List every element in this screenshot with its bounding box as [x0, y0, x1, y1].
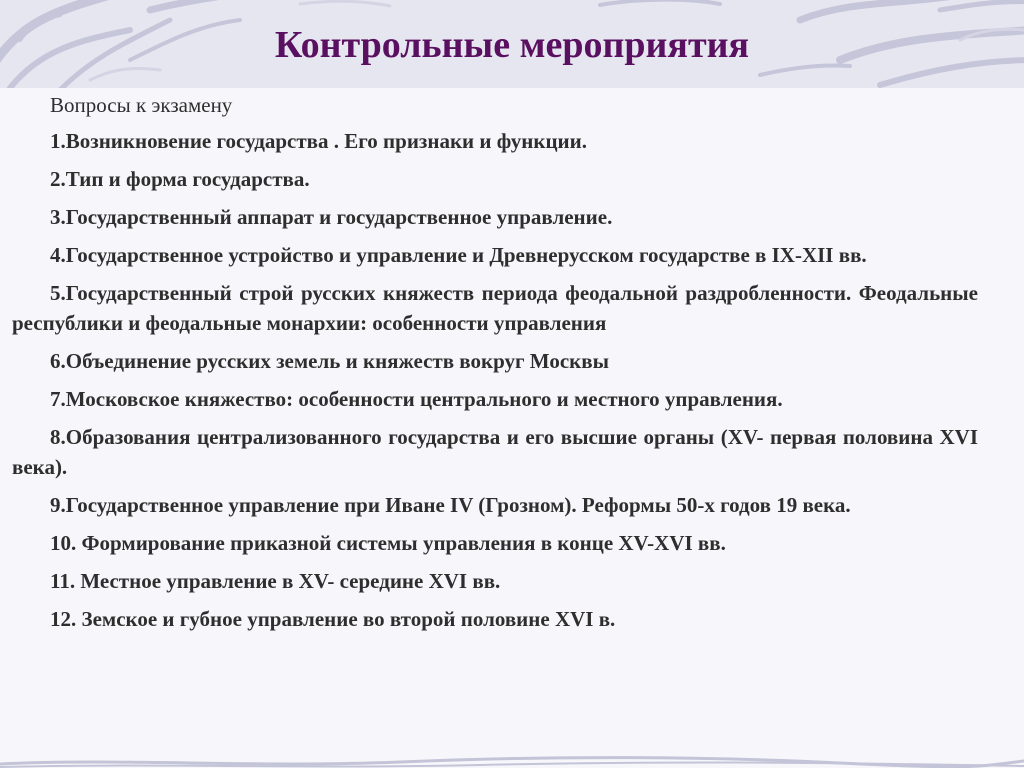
list-item: 6.Объединение русских земель и княжеств вокруг Москвы: [50, 349, 609, 373]
list-item: 11. Местное управление в XV- середине XVI вв.: [50, 569, 501, 593]
wave-decoration-icon: [0, 754, 1024, 768]
slide-body: [12, 90, 978, 642]
list-item: 10. Формирование приказной системы управления в конце XV-XVI вв.: [50, 531, 726, 555]
list-item: 12. Земское и губное управление во второй половине XVI в.: [50, 607, 616, 631]
list-item: 7.Московское княжество: особенности центрального и местного управления.: [50, 387, 783, 411]
list-item: 9.Государственное управление при Иване IV (Грозном). Реформы 50-х годов 19 века.: [50, 493, 851, 517]
section-label: Вопросы к экзамену: [50, 93, 233, 117]
exam-questions-list: [12, 126, 978, 634]
list-item: 8.Образования централизованного государства и его высшие органы (XV- первая половина XVI века).: [12, 425, 978, 479]
list-item: 4.Государственное устройство и управление и Древнерусском государстве в IX-XII вв.: [50, 243, 867, 267]
list-item: 1.Возникновение государства . Его признаки и функции.: [50, 129, 588, 153]
list-item: 5.Государственный строй русских княжеств периода феодальной раздробленности. Феодальные республики и феодальные монархии: особенности управления: [12, 281, 978, 335]
slide-title: Контрольные мероприятия: [274, 24, 750, 66]
list-item: 2.Тип и форма государства.: [50, 167, 310, 191]
decorative-header-band: [0, 0, 1024, 88]
list-item: 3.Государственный аппарат и государственное управление.: [50, 205, 613, 229]
decorative-footer-band: [0, 754, 1024, 768]
